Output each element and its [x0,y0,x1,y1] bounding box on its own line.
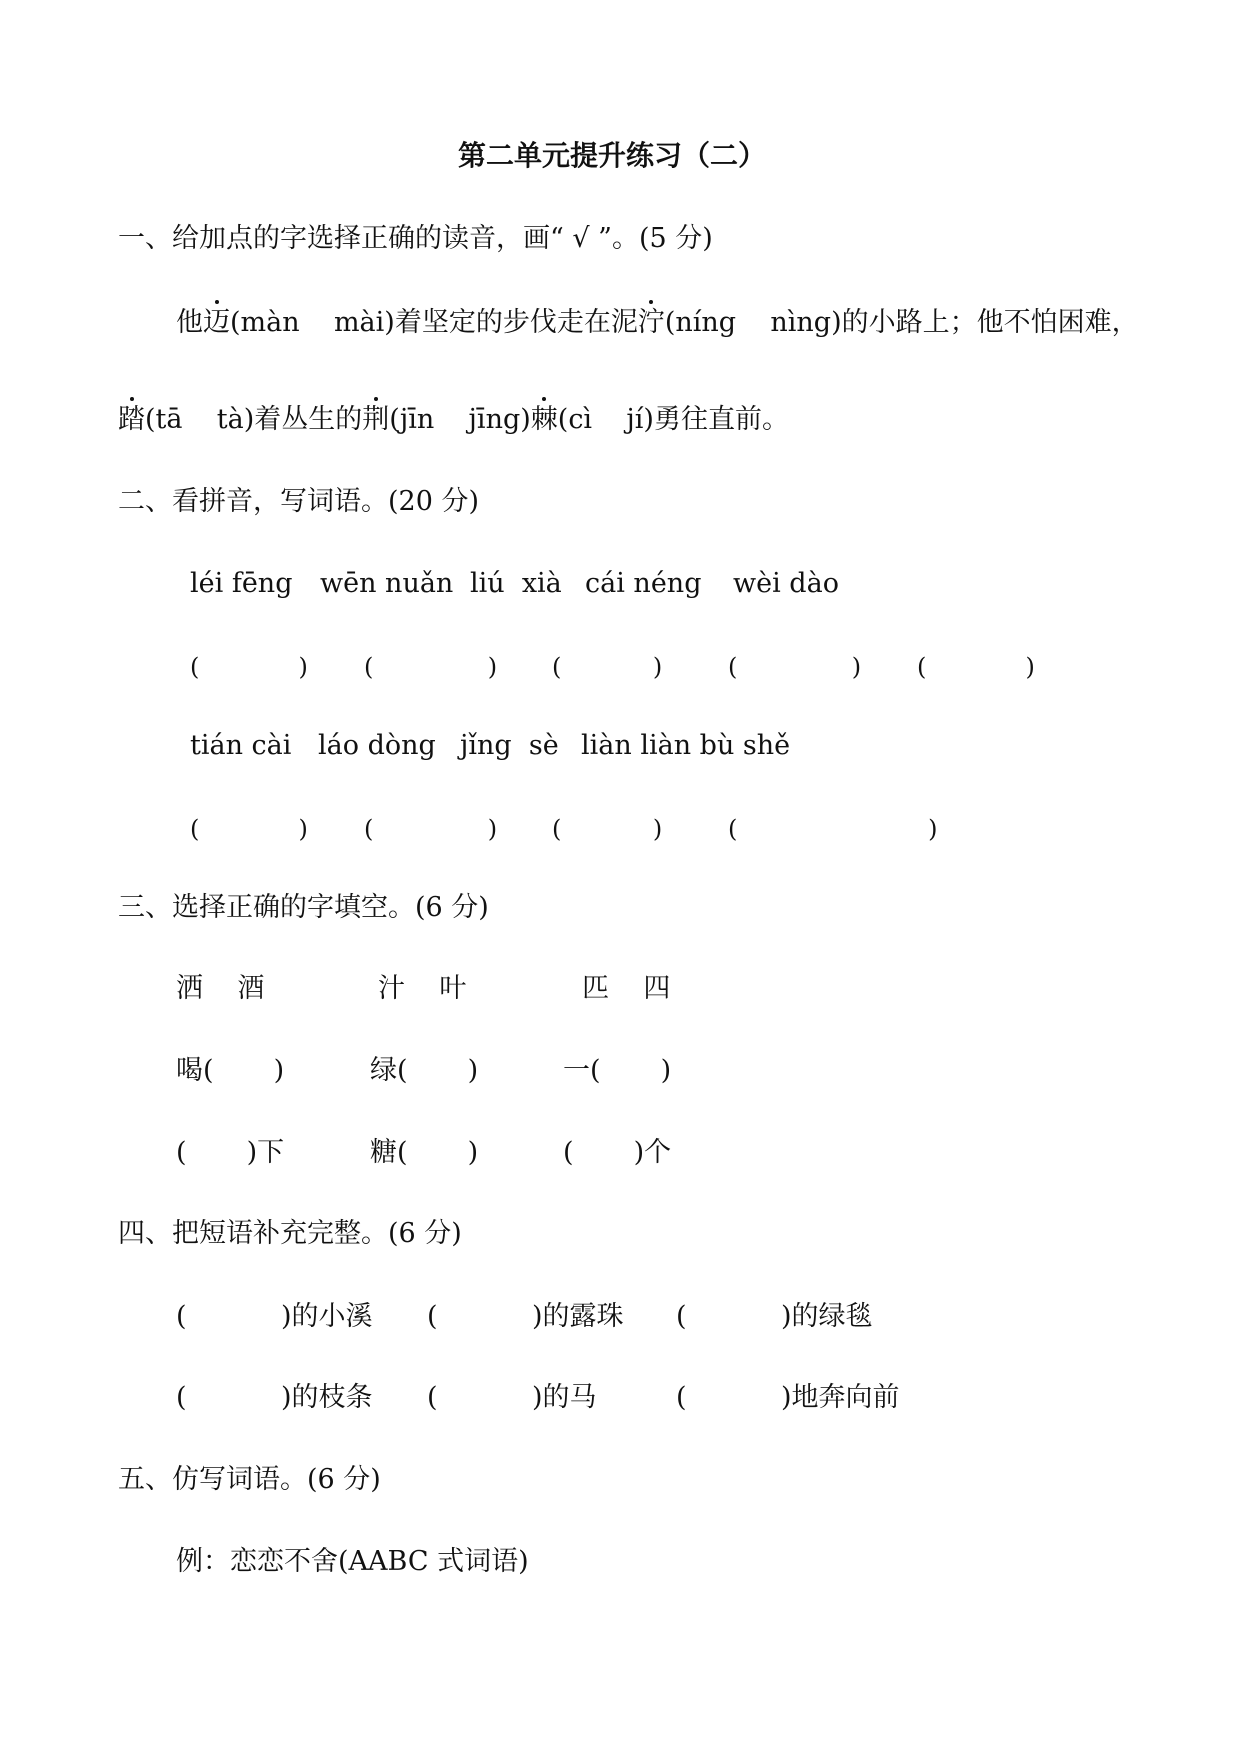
answer-blank[interactable]: ( ) [190,653,308,681]
pinyin-options-mai: (màn mài)着坚定的步伐走在泥 [230,307,638,338]
section-1-heading: 一、给加点的字选择正确的读音，画“ √ ”。(5 分) [118,223,713,254]
answer-blank[interactable]: ( ) [364,815,498,843]
section-3-heading: 三、选择正确的字填空。(6 分) [118,892,489,923]
phrase-blank[interactable]: ( )的小溪 [176,1301,373,1332]
answer-blank[interactable]: ( ) [728,653,862,681]
phrase-blank[interactable]: ( )的马 [427,1382,597,1413]
section-4-heading: 四、把短语补充完整。(6 分) [118,1218,462,1249]
char-choice-pair: 匹 四 [582,973,671,1004]
dotted-char-jing: 荆 [362,404,390,435]
pinyin-item: wèi dào [733,568,839,599]
fill-in-item[interactable]: 一( ) [563,1055,672,1086]
example-text: 例：恋恋不舍(AABC 式词语) [176,1546,529,1577]
pinyin-item: liú xià [470,568,562,599]
fill-in-item[interactable]: 绿( ) [370,1055,479,1086]
pinyin-item: láo dòng [318,730,436,761]
section-1-sentence-line-2 [118,403,789,437]
pinyin-options-ning: (níng nìng)的小路上；他不怕困难， [664,307,1139,338]
section-5-heading: 五、仿写词语。(6 分) [118,1464,381,1495]
fill-in-item[interactable]: 糖( ) [370,1137,479,1168]
fill-in-item[interactable]: 喝( ) [176,1055,285,1086]
answer-blank[interactable]: ( ) [190,815,308,843]
answer-blank[interactable]: ( ) [917,653,1035,681]
phrase-blank[interactable]: ( )的露珠 [427,1301,624,1332]
answer-blank[interactable]: ( ) [552,815,663,843]
dotted-char-ji: 棘 [530,404,558,435]
pinyin-item: wēn nuǎn [320,568,454,599]
pinyin-options-jing: (jīn jīng) [389,404,531,435]
dotted-char-ta: 踏 [118,404,145,435]
pinyin-item: tián cài [190,730,292,761]
pinyin-options-ta: (tā tà)着丛生的 [145,404,363,435]
answer-blank[interactable]: ( ) [552,653,663,681]
dotted-char-ning: 泞 [637,307,665,338]
answer-blank[interactable]: ( ) [728,815,938,843]
pinyin-item: léi fēng [190,568,293,599]
char-choice-pair: 汁 叶 [378,973,467,1004]
answer-blank[interactable]: ( ) [364,653,498,681]
fill-in-item[interactable]: ( )个 [563,1137,672,1168]
page-title: 第二单元提升练习（二） [458,139,767,172]
pinyin-options-ji: (cì jí)勇往直前。 [557,404,789,435]
fill-in-item[interactable]: ( )下 [176,1137,285,1168]
phrase-blank[interactable]: ( )的枝条 [176,1382,373,1413]
phrase-blank[interactable]: ( )地奔向前 [676,1382,900,1413]
char-choice-pair: 洒 酒 [176,973,265,1004]
text-segment: 他 [176,307,203,338]
pinyin-item: jǐng sè [460,730,559,761]
section-2-heading: 二、看拼音，写词语。(20 分) [118,486,480,517]
dotted-char-mai: 迈 [203,307,230,338]
phrase-blank[interactable]: ( )的绿毯 [676,1301,873,1332]
pinyin-item: liàn liàn bù shě [581,730,791,761]
pinyin-item: cái néng [585,568,702,599]
section-1-sentence-line-1 [176,306,1139,340]
